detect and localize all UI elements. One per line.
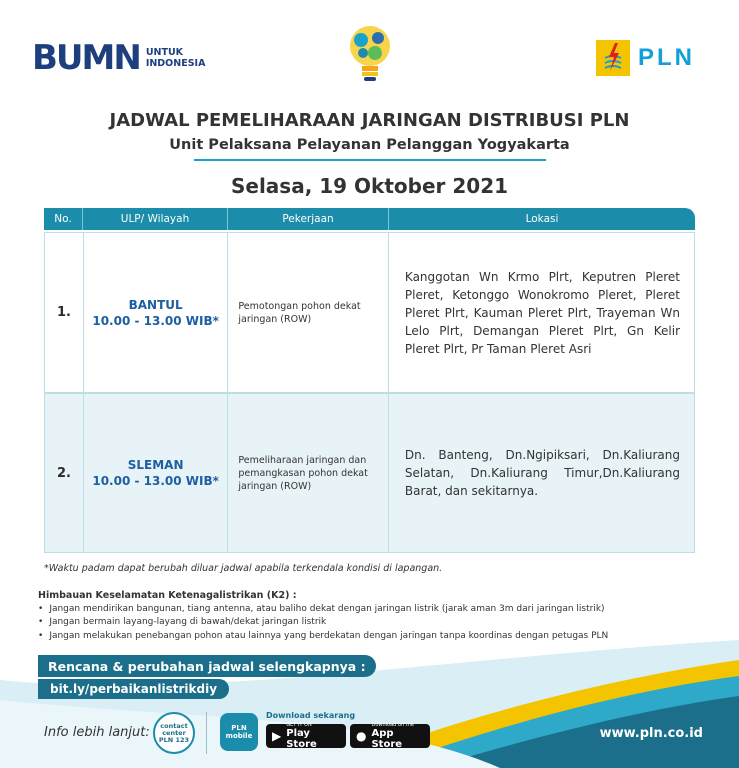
info-label: Info lebih lanjut: xyxy=(44,725,150,740)
footnote: *Waktu padam dapat berubah diluar jadwal apabila terkendala kondisi di lapangan. xyxy=(44,563,443,574)
pln-logo xyxy=(596,40,695,76)
contact-center-text-2: center xyxy=(162,728,186,737)
row-location: Kanggotan Wn Krmo Plrt, Keputren Pleret Pleret, Ketonggo Wonokromo Pleret, Pleret Pleret Plrt, Kauman Pleret Plrt, Trayeman Wn Lelo Plrt, Demangan Pleret Plrt, Gn Kelir Pleret Plrt, Pr Taman Pleret Asri xyxy=(404,269,680,356)
row-job: Pemeliharaan jaringan dan pemangkasan pohon dekat jaringan (ROW) xyxy=(228,394,389,552)
play-store-icon: ▶ xyxy=(272,729,282,743)
app-store-big-text: App Store xyxy=(371,728,403,750)
footer-divider xyxy=(206,712,207,754)
safety-notice-list xyxy=(38,603,608,644)
app-store-small-text: Download on the xyxy=(371,722,414,728)
subtitle-underline xyxy=(194,159,546,161)
list-item: • Jangan melakukan penebangan pohon atau lainnya yang berdekatan dengan jaringan tanpa koordinas dengan petugas PLN xyxy=(38,630,608,644)
app-store-button[interactable] xyxy=(350,724,430,748)
pln-mobile-app-icon[interactable] xyxy=(220,713,258,751)
outage-time: 10.00 - 13.00 WIB* xyxy=(92,313,219,328)
page-title: JADWAL PEMELIHARAAN JARINGAN DISTRIBUSI PLN xyxy=(109,110,630,131)
row-region xyxy=(84,394,229,552)
google-play-small-text: GET IT ON xyxy=(286,722,312,728)
download-label: Download sekarang xyxy=(266,711,356,720)
pln-logo-word: PLN xyxy=(638,44,695,71)
row-location: Dn. Banteng, Dn.Ngipiksari, Dn.Kaliurang Selatan, Dn.Kaliurang Timur,Dn.Kaliurang Barat, dan sekitarnya. xyxy=(404,448,680,498)
region-name: SLEMAN xyxy=(127,458,184,472)
outage-time: 10.00 - 13.00 WIB* xyxy=(92,474,219,488)
column-header-location: Lokasi xyxy=(525,213,559,225)
page-subtitle: Unit Pelaksana Pelayanan Pelanggan Yogyakarta xyxy=(169,137,570,153)
safety-notice-title: Himbauan Keselamatan Ketenagalistrikan (K2) : xyxy=(38,590,297,601)
column-header-job: Pekerjaan xyxy=(228,208,389,230)
table-header xyxy=(44,208,695,230)
row-job: Pemotongan pohon dekat jaringan (ROW) xyxy=(228,233,389,392)
google-play-button[interactable] xyxy=(266,724,346,748)
list-item: • Jangan mendirikan bangunan, tiang antenna, atau baliho dekat dengan jaringan listrik (jarak aman 3m dari jaringan listrik) xyxy=(38,603,608,617)
lightbulb-icon xyxy=(345,22,395,86)
safety-notice xyxy=(38,589,608,643)
list-item: • Jangan bermain layang-layang di bawah/dekat jaringan listrik xyxy=(38,616,608,630)
pln-mobile-text-1: PLN xyxy=(231,724,247,732)
pln-lightning-icon xyxy=(596,40,630,76)
schedule-banner: Rencana & perubahan jadwal selengkapnya : xyxy=(38,655,376,677)
table-row xyxy=(44,393,695,553)
pln-mobile-text-2: mobile xyxy=(225,732,253,740)
bumn-tagline-line2: INDONESIA xyxy=(145,58,206,69)
column-header-ulp: ULP/ Wilayah xyxy=(83,208,228,230)
bumn-tagline-line1: UNTUK xyxy=(145,47,184,58)
schedule-date: Selasa, 19 Oktober 2021 xyxy=(230,174,509,198)
website-link[interactable]: www.pln.co.id xyxy=(599,726,703,741)
google-play-big-text: Play Store xyxy=(286,728,317,750)
bumn-logo-word: BUMN xyxy=(32,38,140,78)
bumn-tagline xyxy=(146,47,206,69)
table-row xyxy=(44,232,695,393)
bumn-logo xyxy=(32,38,205,78)
contact-center-text-1: contact xyxy=(160,721,188,730)
contact-center-text-3: PLN 123 xyxy=(158,735,190,744)
schedule-link[interactable]: bit.ly/perbaikanlistrikdiy xyxy=(38,679,229,699)
region-name: BANTUL xyxy=(128,297,183,312)
column-header-no: No. xyxy=(44,208,83,230)
row-region xyxy=(84,233,229,392)
contact-center-icon[interactable] xyxy=(153,712,195,754)
row-number: 1. xyxy=(45,233,84,392)
row-number: 2. xyxy=(45,394,84,552)
apple-icon: ● xyxy=(356,729,367,743)
